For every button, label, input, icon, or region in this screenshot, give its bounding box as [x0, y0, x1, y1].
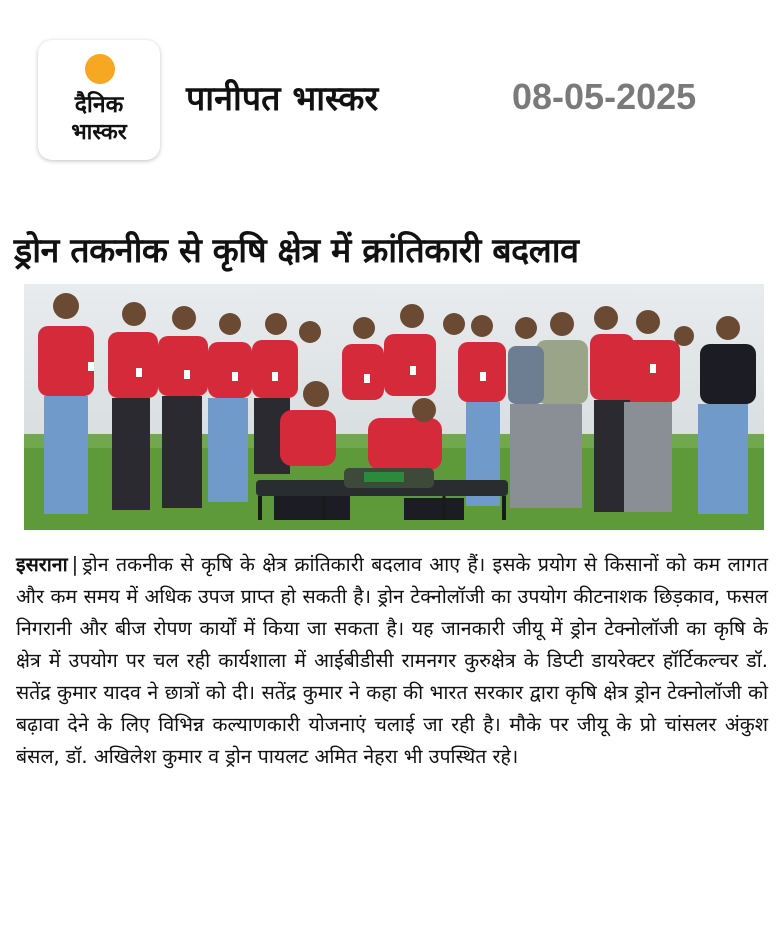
article-photo — [24, 284, 764, 530]
article-body-text: ड्रोन तकनीक से कृषि के क्षेत्र क्रांतिकारी बदलाव आए हैं। इसके प्रयोग से किसानों को कम लागत और कम समय में अधिक उपज प्राप्त हो सकती है। ड्रोन टेक्नोलॉजी का उपयोग कीटनाशक छिड़काव, फसल निगरानी और बीज रोपण कार्यों में किया जा सकता है। यह जानकारी जीयू में ड्रोन टेक्नोलॉजी का कृषि के क्षेत्र में उपयोग पर चल रही कार्यशाला में आईबीडीसी रामनगर कुरुक्षेत्र के डिप्टी डायरेक्टर हॉर्टिकल्चर डॉ. सतेंद्र कुमार यादव ने छात्रों को दी। सतेंद्र कुमार ने कहा की भारत सरकार द्वारा कृषि क्षेत्र ड्रोन टेक्नोलॉजी को बढ़ावा देने के लिए विभिन्न कल्याणकारी योजनाएं चलाई जा रही है। मौके पर जीयू के प्रो चांसलर अंकुश बंसल, डॉ. अखिलेश कुमार व ड्रोन पायलट अमित नेहरा भी उपस्थित रहे। — [16, 553, 768, 768]
article-headline: ड्रोन तकनीक से कृषि क्षेत्र में क्रांतिकारी बदलाव — [14, 231, 579, 271]
logo-text-line1: दैनिक — [74, 92, 124, 118]
dateline-separator: | — [71, 553, 79, 576]
group-photo-illustration — [24, 284, 764, 530]
article-dateline: इसराना — [16, 553, 68, 576]
newspaper-header — [0, 0, 777, 180]
article-body — [16, 549, 768, 773]
publication-date: 08-05-2025 — [512, 76, 697, 117]
logo-text-line2: भास्कर — [71, 120, 127, 145]
dainik-bhaskar-logo — [38, 40, 160, 160]
sun-logo-icon — [85, 54, 115, 84]
edition-name: पानीपत भास्कर — [186, 79, 379, 119]
